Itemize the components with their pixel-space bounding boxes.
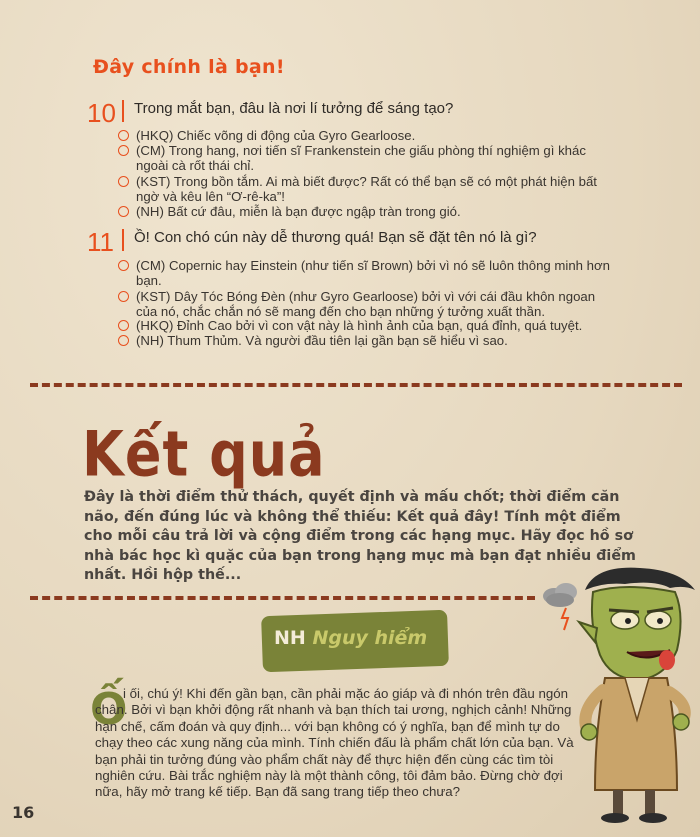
answer-option: (NH) Thum Thủm. Và người đầu tiên lại gần bạn sẽ hiểu vì sao. — [118, 333, 618, 348]
question-number: 10 — [87, 98, 116, 128]
answer-option: (KST) Dây Tóc Bóng Đèn (như Gyro Gearloose) bởi vì với cái đầu khôn ngoan của nó, chắc chắn nó sẽ mang đến cho bạn những ý tưởng xuất thần. — [118, 289, 618, 320]
section-divider — [30, 596, 535, 600]
option-circle-icon — [118, 260, 129, 271]
question-divider — [122, 100, 124, 122]
category-code: NH — [274, 627, 306, 649]
question-text: Ồ! Con chó cún này dễ thương quá! Bạn sẽ đặt tên nó là gì? — [134, 229, 537, 246]
option-circle-icon — [118, 145, 129, 156]
answer-option: (KST) Trong bồn tắm. Ai mà biết được? Rất có thể bạn sẽ có một phát hiện bất ngờ và kêu lên “Ơ-rê-ka”! — [118, 174, 603, 205]
answer-option: (CM) Trong hang, nơi tiến sĩ Frankenstein che giấu phòng thí nghiệm gì khác ngoài cà rốt thái chỉ. — [118, 143, 603, 174]
category-name: Nguy hiểm — [312, 627, 428, 649]
result-intro: Đây là thời điểm thử thách, quyết định và mấu chốt; thời điểm căn não, đến đúng lúc và không thể thiếu: Kết quả đây! Tính một điểm cho mỗi câu trả lời và cộng điểm trong các hạng mục. Hãy đọc hồ sơ nhà bác học kì quặc của bạn trong hạng mục mà bạn đạt nhiều điểm nhất. Hồi hộp thế... — [84, 489, 636, 583]
option-circle-icon — [118, 130, 129, 141]
section-divider — [30, 383, 682, 387]
question-divider — [122, 229, 124, 251]
answer-option: (CM) Copernic hay Einstein (như tiến sĩ Brown) bởi vì nó sẽ luôn thông minh hơn bạn. — [118, 258, 618, 289]
question-number: 11 — [87, 227, 114, 257]
result-body: i ối, chú ý! Khi đến gần bạn, cần phải mặc áo giáp và đi nhón trên đầu ngón chân. Bởi vì bạn khởi động rất nhanh và bạn thích tai ương, nghịch cảnh! Những hạn chế, cấm đoán và quy định... với bạn không có ý nghĩa, bạn để mình tự do chạy theo các xung năng của mình. Tính chiến đấu là phẩm chất lớn của bạn. Và bạn phải tin tưởng đúng vào phẩm chất này để thực hiện đến cùng các tìm tòi nghiên cứu. Bài trắc nghiệm này là một thành công, tôi đảm bảo. Đừng chờ đợi nữa, hãy mở trang kế tiếp. Bạn đã sang trang tiếp theo chưa? — [95, 686, 574, 800]
answer-option: (NH) Bất cứ đâu, miễn là bạn được ngập tràn trong gió. — [118, 204, 603, 219]
drop-cap: Ố — [90, 684, 128, 735]
option-circle-icon — [118, 176, 129, 187]
category-banner-label — [274, 627, 427, 649]
answer-option: (HKQ) Đỉnh Cao bởi vì con vật này là hình ảnh của bạn, quá đỉnh, quá tuyệt. — [118, 318, 628, 333]
option-circle-icon — [118, 320, 129, 331]
page-number: 16 — [12, 803, 35, 822]
option-circle-icon — [118, 206, 129, 217]
option-circle-icon — [118, 291, 129, 302]
option-circle-icon — [118, 335, 129, 346]
question-text: Trong mắt bạn, đâu là nơi lí tưởng để sáng tạo? — [134, 100, 454, 117]
top-heading: Đây chính là bạn! — [93, 56, 285, 78]
result-title: Kết quả — [82, 418, 326, 491]
mad-scientist-illustration — [565, 560, 700, 825]
answer-option: (HKQ) Chiếc võng di động của Gyro Gearloose. — [118, 128, 578, 143]
